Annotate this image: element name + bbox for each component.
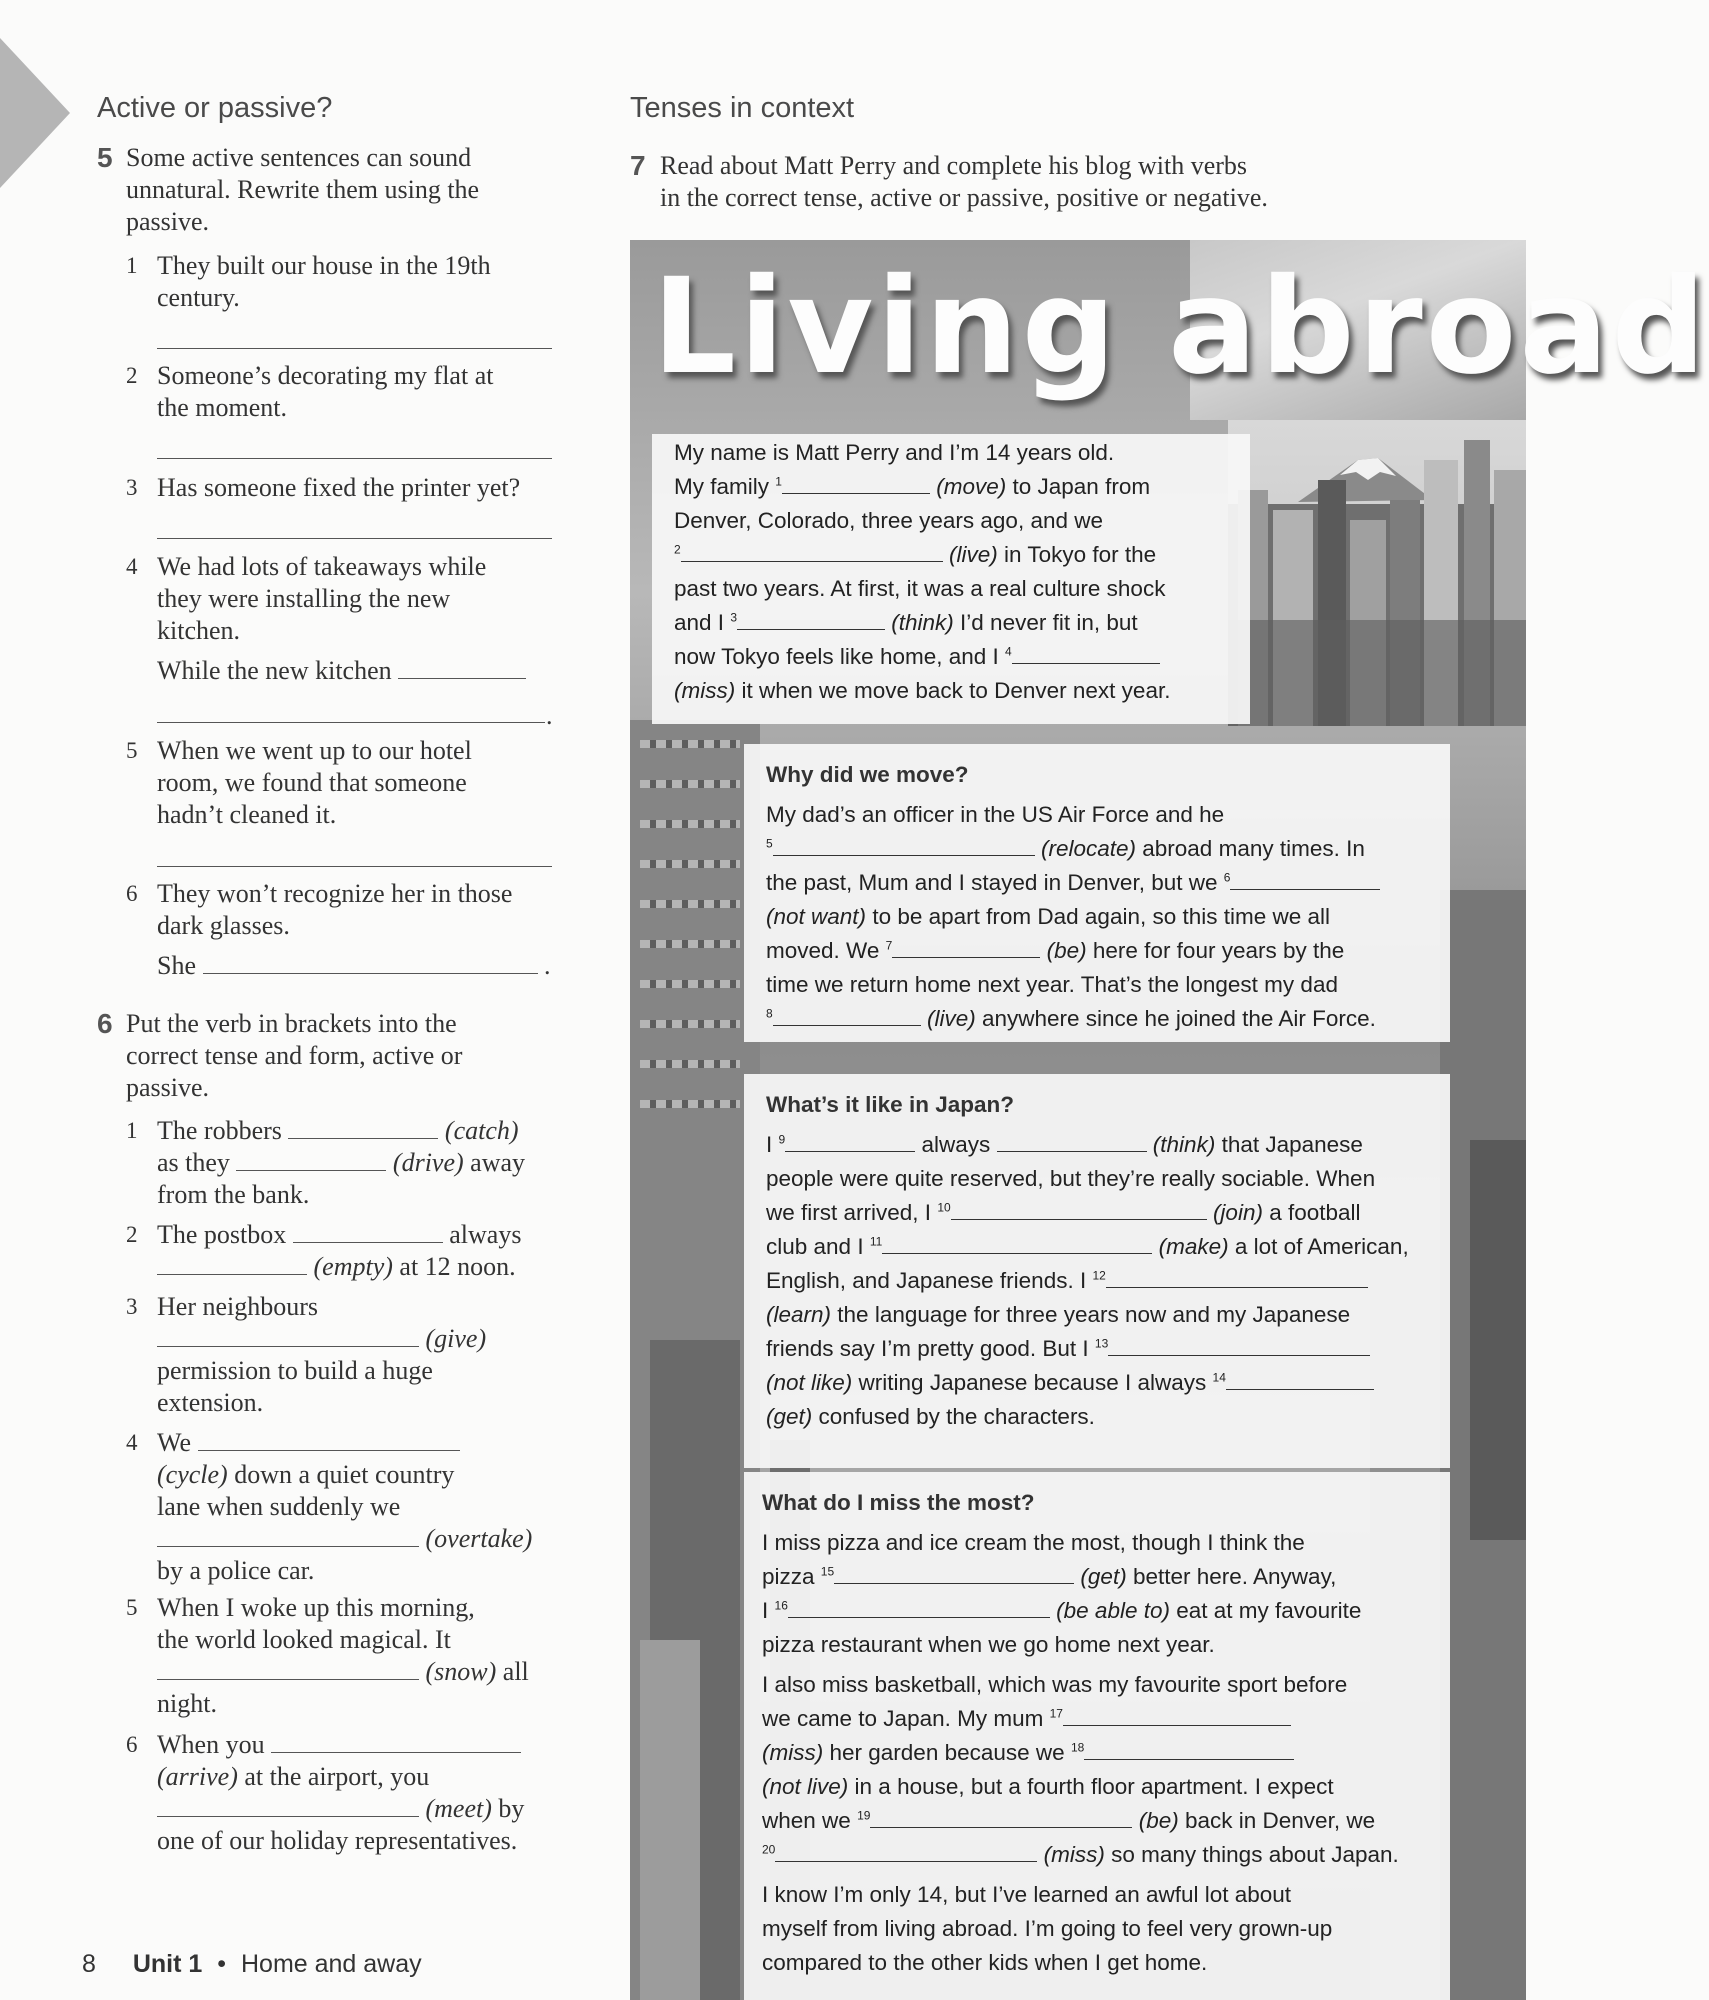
building-windows — [640, 1100, 740, 1108]
ex6-item-2: 2 The postbox always (empty) at 12 noon. — [126, 1220, 522, 1281]
blank-7[interactable] — [892, 937, 1040, 958]
blank-12[interactable] — [1106, 1267, 1368, 1288]
ex5-item-3: 3 Has someone fixed the printer yet? — [126, 473, 521, 502]
ex6-item-2-blank-b[interactable] — [157, 1252, 307, 1275]
ex5-item-4-answer-line[interactable] — [157, 722, 545, 723]
blank-18[interactable] — [1084, 1739, 1294, 1760]
building-windows — [640, 1060, 740, 1068]
blank-19[interactable] — [870, 1807, 1132, 1828]
ex6-item-1: 1 The robbers (catch) as they (drive) away from the bank. — [126, 1116, 526, 1209]
page-corner-marker — [0, 38, 70, 188]
mount-fuji-skyline-graphic — [1228, 420, 1526, 726]
ex6-item-4-blank-b[interactable] — [157, 1524, 419, 1547]
building-windows — [640, 860, 740, 868]
ex6-item-1-blank-a[interactable] — [288, 1116, 438, 1139]
unit-label: Unit 1 — [132, 1950, 203, 1978]
blog-why-box: Why did we move? My dad’s an officer in the US Air Force and he $^5$ (relocate) abroad many times. In the past, Mum and I stayed in Denver, but we $^6$ (not want) to be apart from Dad again, so this time we all moved. We $^7$ (be) here for four years by the time we return home next year. That’s the longest my dad $^8$ (live) anywhere since he joined the Air Force. — [744, 744, 1450, 1042]
ex6-item-3: 3 Her neighbours (give) permission to build a huge extension. — [126, 1292, 487, 1417]
exercise-6-instruction: Put the verb in brackets into the correct tense and form, active or passive. — [126, 1009, 463, 1102]
blank-17[interactable] — [1063, 1705, 1291, 1726]
why-heading: Why did we move? — [766, 762, 969, 787]
blog-japan-box: What’s it like in Japan? I $^9$ always (think) that Japanese people were quite reserved, but they’re really sociable. When we first arrived, I $^{10}$ (join) a football club and I $^{11}$ (make) a lot of American, English, and Japanese friends. I $^{12}$ (learn) the language for three years now and my Japanese friends say I’m pretty good. But I $^{13}$ (not like) writing Japanese because I always $^{14}$ (get) confused by the characters. — [744, 1074, 1450, 1468]
miss-heading: What do I miss the most? — [762, 1490, 1035, 1515]
unit-title: Home and away — [240, 1950, 422, 1978]
ex6-item-5: 5 When I woke up this morning, the world looked magical. It (snow) all night. — [126, 1593, 529, 1718]
heading-active-or-passive: Active or passive? — [97, 92, 333, 124]
tokyo-skyline-photo — [1228, 420, 1526, 726]
ex5-item-1-answer-line[interactable] — [157, 348, 552, 349]
ex5-item-2: 2 Someone’s decorating my flat at the moment. — [126, 361, 494, 422]
blank-3[interactable] — [737, 609, 885, 630]
footer-separator: • — [217, 1950, 227, 1978]
blog-title: Living abroad — [652, 250, 1709, 404]
ex6-item-6-blank-a[interactable] — [271, 1730, 521, 1753]
blank-9a[interactable] — [785, 1131, 915, 1152]
building-windows — [640, 740, 740, 748]
ex5-item-3-answer-line[interactable] — [157, 538, 552, 539]
ex6-item-3-blank[interactable] — [157, 1324, 419, 1347]
exercise-7-number: 7 — [630, 150, 646, 181]
blank-16[interactable] — [788, 1597, 1050, 1618]
heading-tenses-in-context: Tenses in context — [630, 92, 855, 124]
ex5-item-5-answer-line[interactable] — [157, 866, 552, 867]
building-right-2 — [1470, 1140, 1526, 1540]
ex6-item-5-blank[interactable] — [157, 1657, 419, 1680]
japan-heading: What’s it like in Japan? — [766, 1092, 1014, 1117]
blank-13[interactable] — [1108, 1335, 1370, 1356]
ex5-item-2-answer-line[interactable] — [157, 458, 552, 459]
building-windows — [640, 780, 740, 788]
blank-5[interactable] — [773, 835, 1035, 856]
ex5-item-4-period: . — [546, 701, 553, 730]
ex6-item-6-blank-b[interactable] — [157, 1794, 419, 1817]
blog-intro-box: My name is Matt Perry and I’m 14 years old. My family $^1$ (move) to Japan from Denver, Colorado, three years ago, and we $^2$ (live) in Tokyo for the past two years. At first, it was a real culture shock and I $^3$ (think) I’d never fit in, but now Tokyo feels like home, and I $^4$ (miss) it when we move back to Denver next year. — [652, 434, 1250, 724]
ex5-item-4: 4 We had lots of takeaways while they were installing the new kitchen. While the new kitchen — [157, 551, 557, 687]
building-windows — [640, 940, 740, 948]
blank-8[interactable] — [773, 1005, 921, 1026]
ex5-item-6: 6 They won’t recognize her in those dark glasses. She . — [126, 879, 551, 980]
blank-14[interactable] — [1226, 1369, 1374, 1390]
ex6-item-2-blank-a[interactable] — [293, 1220, 443, 1243]
blank-15[interactable] — [834, 1563, 1074, 1584]
blog-miss-box: What do I miss the most? I miss pizza and ice cream the most, though I think the pizza $^{15}$ (get) better here. Anyway, I $^{16}$ (be able to) eat at my favourite pizza restaurant when we go home next year. I also miss basketball, which was my favourite sport before we came to Japan. My mum $^{17}$ (miss) her garden because we $^{18}$ (not live) in a house, but a fourth floor apartment. I expect when we $^{19}$ (be) back in Denver, we $^{20}$ (miss) so many things about Japan. I know I’m only 14, but I’ve learned an awful lot about myself from living abroad. I’m going to feel very grown-up compared to the other kids when I get home. — [744, 1472, 1450, 2000]
page-number: 8 — [82, 1950, 96, 1978]
ex6-item-1-blank-b[interactable] — [236, 1148, 386, 1171]
ex5-item-6-prompt-blank[interactable] — [203, 951, 538, 974]
ex5-item-1: 1 They built our house in the 19th century. — [126, 251, 491, 312]
ex6-item-6: 6 When you (arrive) at the airport, you (meet) by one of our holiday representatives. — [126, 1730, 525, 1855]
blank-4[interactable] — [1012, 643, 1160, 664]
ex6-item-4-blank-a[interactable] — [198, 1428, 460, 1451]
building-windows — [640, 980, 740, 988]
exercise-5-number: 5 — [97, 142, 113, 173]
exercise-6-number: 6 — [97, 1008, 113, 1039]
blank-11[interactable] — [882, 1233, 1152, 1254]
blank-20[interactable] — [775, 1841, 1037, 1862]
blank-9b[interactable] — [997, 1131, 1147, 1152]
exercise-7-instruction: Read about Matt Perry and complete his blog with verbs in the correct tense, active or passive, positive or negative. — [660, 151, 1268, 212]
building-lower-left-2 — [640, 1640, 700, 2000]
blank-10[interactable] — [951, 1199, 1207, 1220]
ex5-item-4-prompt-blank[interactable] — [398, 656, 526, 679]
building-windows — [640, 900, 740, 908]
exercise-5-instruction: Some active sentences can sound unnatural. Rewrite them using the passive. — [126, 143, 480, 236]
blank-6[interactable] — [1230, 869, 1380, 890]
building-windows — [640, 1020, 740, 1028]
ex5-item-5: 5 When we went up to our hotel room, we found that someone hadn’t cleaned it. — [126, 736, 472, 829]
page-footer — [82, 1950, 422, 1979]
building-windows — [640, 820, 740, 828]
blank-1[interactable] — [782, 473, 930, 494]
blank-2[interactable] — [681, 541, 943, 562]
ex6-item-4: 4 We (cycle) down a quiet country lane when suddenly we (overtake) by a police car. — [126, 1428, 533, 1585]
